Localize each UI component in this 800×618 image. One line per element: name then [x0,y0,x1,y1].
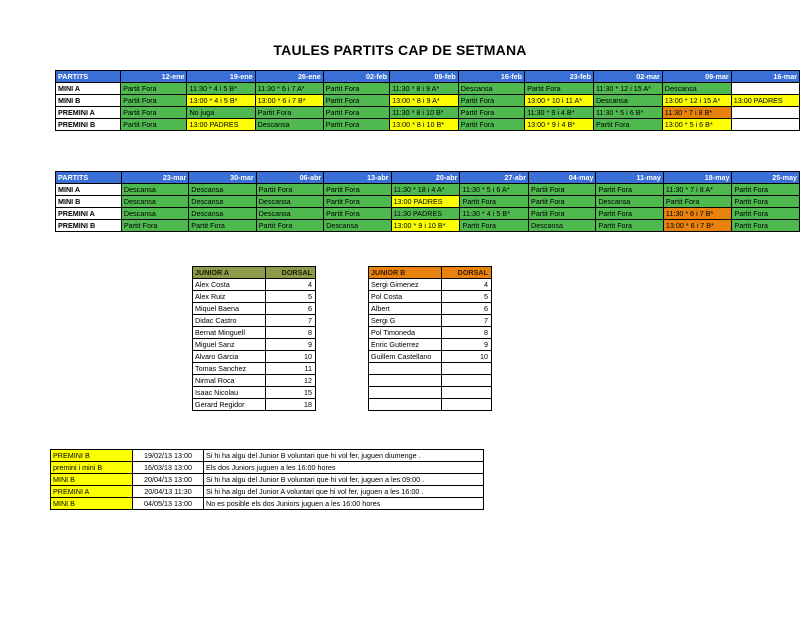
schedule-cell [731,107,799,119]
schedule-header-date: 18-may [663,172,732,184]
schedule-cell: Partit Fora [596,184,663,196]
schedule-header-date: 23-mar [121,172,188,184]
table-row [56,196,800,208]
schedule-header-date: 13-abr [324,172,391,184]
team-name-cell: PREMINI A [56,208,122,220]
schedule-header-label: PARTITS [56,172,122,184]
player-name [369,375,442,387]
player-dorsal: 5 [442,291,492,303]
player-dorsal: 7 [442,315,492,327]
note-row [51,462,484,474]
note-date: 19/02/13 13:00 [133,450,204,462]
schedule-cell: 11:30 * 18 i 4 A* [391,184,460,196]
schedule-cell: Descansa [256,196,323,208]
note-row [51,486,484,498]
schedule-cell: Partit Fora [189,220,256,232]
player-dorsal: 5 [266,291,316,303]
note-date: 16/03/13 13:00 [133,462,204,474]
list-item [193,375,316,387]
schedule-cell: Partit Fora [460,220,529,232]
list-item [369,291,492,303]
schedule-cell: Descansa [189,184,256,196]
list-item [193,303,316,315]
player-dorsal: 18 [266,399,316,411]
note-team-label: MINI B [51,474,133,486]
schedule-cell: Partit Fora [121,95,187,107]
list-item [369,399,492,411]
schedule-cell: Descansa [255,119,323,131]
list-item [193,327,316,339]
list-item [369,303,492,315]
junior-b-roster-table [368,266,492,411]
schedule-cell: Partit Fora [323,107,389,119]
note-team-label: premini i mini B [51,462,133,474]
junior-b-title: JUNIOR B [369,267,442,279]
schedule-cell: Descansa [596,196,663,208]
note-text: No es posible els dos Juniors juguen a les 16:00 hores [204,498,484,510]
notes-table [50,449,484,510]
player-name: Alex Ruiz [193,291,266,303]
player-dorsal: 4 [442,279,492,291]
schedule-cell: 11:30 * 6 i 7 A* [255,83,323,95]
list-item [193,279,316,291]
schedule-header-date: 16-feb [458,71,524,83]
team-name-cell: PREMINI B [56,220,122,232]
list-item [369,327,492,339]
schedule-header-date: 23-feb [525,71,594,83]
note-team-label: PREMINI A [51,486,133,498]
junior-a-header-row [193,267,316,279]
schedule-cell: 13:00 * 10 i 11 A* [525,95,594,107]
team-name-cell: MINI B [56,196,122,208]
list-item [369,387,492,399]
schedule-cell: Partit Fora [324,208,391,220]
schedule-cell: 11:30 * 4 i 5 B* [187,83,255,95]
schedule-header-date: 25-may [732,172,800,184]
schedule-cell: 13:00 * 9 i 10 B* [391,220,460,232]
team-name-cell: PREMINI A [56,107,121,119]
list-item [193,351,316,363]
list-item [193,399,316,411]
table-row [56,184,800,196]
note-text: Si hi ha algu del Junior A voluntari que hi vol fer, juguen a les 16:00 . [204,486,484,498]
schedule-header-date: 04-may [529,172,596,184]
schedule-cell: Partit Fora [324,196,391,208]
schedule-cell: Partit Fora [323,83,389,95]
schedule-cell: Descansa [458,83,524,95]
schedule-cell: 13:00 * 6 i 7 B* [255,95,323,107]
schedule-cell [731,83,799,95]
table-row [56,107,800,119]
schedule-cell: 13:00 * 4 i 5 B* [187,95,255,107]
schedule-header-date: 06-abr [256,172,323,184]
list-item [369,363,492,375]
note-text: Si hi ha algu del Junior B voluntari que hi vol fer, juguen diumenge . [204,450,484,462]
schedule-header-row [56,71,800,83]
schedule-cell: 13:00 * 8 i 9 A* [390,95,459,107]
schedule-cell: 11:30 * 4 i 5 B* [460,208,529,220]
table-row [56,220,800,232]
schedule-cell: Descansa [529,220,596,232]
schedule-header-date: 30-mar [189,172,256,184]
list-item [369,351,492,363]
schedule-cell: 13:00 * 8 i 10 B* [390,119,459,131]
schedule-cell: Partit Fora [732,208,800,220]
schedule-cell: 11:30 * 8 i 10 B* [390,107,459,119]
player-name: Sergi G [369,315,442,327]
schedule-header-date: 11-may [596,172,663,184]
schedule-cell: 11:30 * 9 i 4 B* [525,107,594,119]
schedule-cell: Descansa [662,83,731,95]
schedule-cell: Descansa [121,184,188,196]
schedule-header-label: PARTITS [56,71,121,83]
schedule-cell: Partit Fora [732,184,800,196]
list-item [193,291,316,303]
schedule-header-date: 12-ene [121,71,187,83]
schedule-header-date: 09-feb [390,71,459,83]
schedule-cell: Descansa [121,208,188,220]
schedule-header-date: 16-mar [731,71,799,83]
schedule-cell: Partit Fora [458,119,524,131]
note-text: Els dos Juniors juguen a les 16:00 hores [204,462,484,474]
schedule-cell: Partit Fora [458,107,524,119]
schedule-cell: 11:30 * 7 i 8 B* [662,107,731,119]
list-item [193,363,316,375]
note-text: Si hi ha algu del Junior B voluntari que hi vol fer, juguen a les 09:00 . [204,474,484,486]
player-name: Pol Timoneda [369,327,442,339]
schedule-cell: Partit Fora [255,107,323,119]
schedule-cell: 13:00 PADRES [391,196,460,208]
junior-b-header-row [369,267,492,279]
schedule-cell: Descansa [593,95,662,107]
schedule-header-date: 27-abr [460,172,529,184]
player-name: Alex Costa [193,279,266,291]
schedule-cell: 13:00 * 5 i 6 B* [662,119,731,131]
player-name: Albert [369,303,442,315]
player-name [369,387,442,399]
schedule-header-date: 02-feb [323,71,389,83]
schedule-header-date: 09-mar [662,71,731,83]
schedule-cell: 11:30 * 6 i 7 B* [663,208,732,220]
schedule-cell: Partit Fora [596,208,663,220]
schedule-cell: 13:00 * 12 i 15 A* [662,95,731,107]
team-name-cell: MINI A [56,83,121,95]
schedule-table-second-half [55,171,800,232]
note-date: 20/04/13 11:30 [133,486,204,498]
player-dorsal [442,363,492,375]
player-name: Didac Castro [193,315,266,327]
note-date: 04/05/13 13:00 [133,498,204,510]
schedule-cell: 13:00 PADRES [187,119,255,131]
player-name: Enric Gutierrez [369,339,442,351]
player-dorsal [442,399,492,411]
player-name: Alvaro Garcia [193,351,266,363]
note-date: 20/04/13 13:00 [133,474,204,486]
schedule-cell: Partit Fora [663,196,732,208]
schedule-cell: 11:30 * 5 i 6 B* [593,107,662,119]
schedule-cell: 11:30 PADRES [391,208,460,220]
schedule-cell: 11:30 * 8 i 9 A* [390,83,459,95]
schedule-cell: Descansa [189,196,256,208]
player-dorsal: 11 [266,363,316,375]
player-name: Sergi Gimenez [369,279,442,291]
schedule-cell: Descansa [324,220,391,232]
junior-b-dorsal-header: DORSAL [442,267,492,279]
note-team-label: PREMINI B [51,450,133,462]
junior-a-title: JUNIOR A [193,267,266,279]
schedule-cell: 13:00 * 6 i 7 B* [663,220,732,232]
schedule-cell: 11:30 * 7 i 8 A* [663,184,732,196]
player-name: Guillem Castellano [369,351,442,363]
schedule-cell: 13:00 * 9 i 4 B* [525,119,594,131]
player-dorsal: 7 [266,315,316,327]
schedule-cell: No juga [187,107,255,119]
player-dorsal: 6 [442,303,492,315]
schedule-header-row [56,172,800,184]
player-name: Gerard Regidor [193,399,266,411]
note-team-label: MINI B [51,498,133,510]
page-title: TAULES PARTITS CAP DE SETMANA [273,42,527,58]
schedule-header-date: 26-ene [255,71,323,83]
schedule-cell: Partit Fora [460,196,529,208]
schedule-cell: Partit Fora [121,83,187,95]
schedule-cell: Partit Fora [732,220,800,232]
schedule-cell: Partit Fora [323,119,389,131]
schedule-cell: Partit Fora [593,119,662,131]
list-item [369,279,492,291]
schedule-cell: Descansa [256,208,323,220]
player-dorsal: 9 [442,339,492,351]
player-name: Pol Costa [369,291,442,303]
schedule-cell: Partit Fora [529,196,596,208]
schedule-cell: Partit Fora [458,95,524,107]
schedule-cell [731,119,799,131]
player-dorsal: 10 [442,351,492,363]
schedule-cell: Partit Fora [256,220,323,232]
player-dorsal [442,387,492,399]
list-item [369,315,492,327]
player-name: Isaac Nicolau [193,387,266,399]
team-name-cell: MINI A [56,184,122,196]
schedule-header-date: 02-mar [593,71,662,83]
player-dorsal [442,375,492,387]
team-name-cell: PREMINI B [56,119,121,131]
schedule-header-date: 20-abr [391,172,460,184]
list-item [369,375,492,387]
player-name: Tomas Sanchez [193,363,266,375]
player-dorsal: 6 [266,303,316,315]
player-name: Miguel Sanz [193,339,266,351]
schedule-table-first-half [55,70,800,131]
schedule-cell: Partit Fora [323,95,389,107]
table-row [56,95,800,107]
schedule-cell: Partit Fora [525,83,594,95]
player-name [369,399,442,411]
schedule-cell: Descansa [189,208,256,220]
player-name [369,363,442,375]
schedule-cell: Partit Fora [121,107,187,119]
list-item [193,339,316,351]
player-dorsal: 15 [266,387,316,399]
list-item [369,339,492,351]
schedule-cell: Partit Fora [121,119,187,131]
schedule-header-date: 19-ene [187,71,255,83]
player-dorsal: 8 [442,327,492,339]
schedule-cell: Partit Fora [596,220,663,232]
table-row [56,83,800,95]
player-name: Nirmal Roca [193,375,266,387]
schedule-cell: 11:30 * 12 i 15 A* [593,83,662,95]
table-row [56,208,800,220]
player-dorsal: 4 [266,279,316,291]
player-dorsal: 9 [266,339,316,351]
note-row [51,474,484,486]
schedule-cell: Partit Fora [529,208,596,220]
team-name-cell: MINI B [56,95,121,107]
schedule-cell: Partit Fora [324,184,391,196]
player-name: Miquel Baena [193,303,266,315]
schedule-cell: Partit Fora [256,184,323,196]
schedule-cell: Partit Fora [529,184,596,196]
list-item [193,315,316,327]
note-row [51,498,484,510]
junior-a-roster-table [192,266,316,411]
player-name: Bernat Minguell [193,327,266,339]
schedule-cell: Partit Fora [121,220,188,232]
table-row [56,119,800,131]
schedule-cell: Descansa [121,196,188,208]
player-dorsal: 8 [266,327,316,339]
schedule-cell: 11:30 * 5 i 6 A* [460,184,529,196]
junior-a-dorsal-header: DORSAL [266,267,316,279]
player-dorsal: 10 [266,351,316,363]
note-row [51,450,484,462]
schedule-cell: Partit Fora [732,196,800,208]
schedule-cell: 13:00 PADRES [731,95,799,107]
player-dorsal: 12 [266,375,316,387]
list-item [193,387,316,399]
